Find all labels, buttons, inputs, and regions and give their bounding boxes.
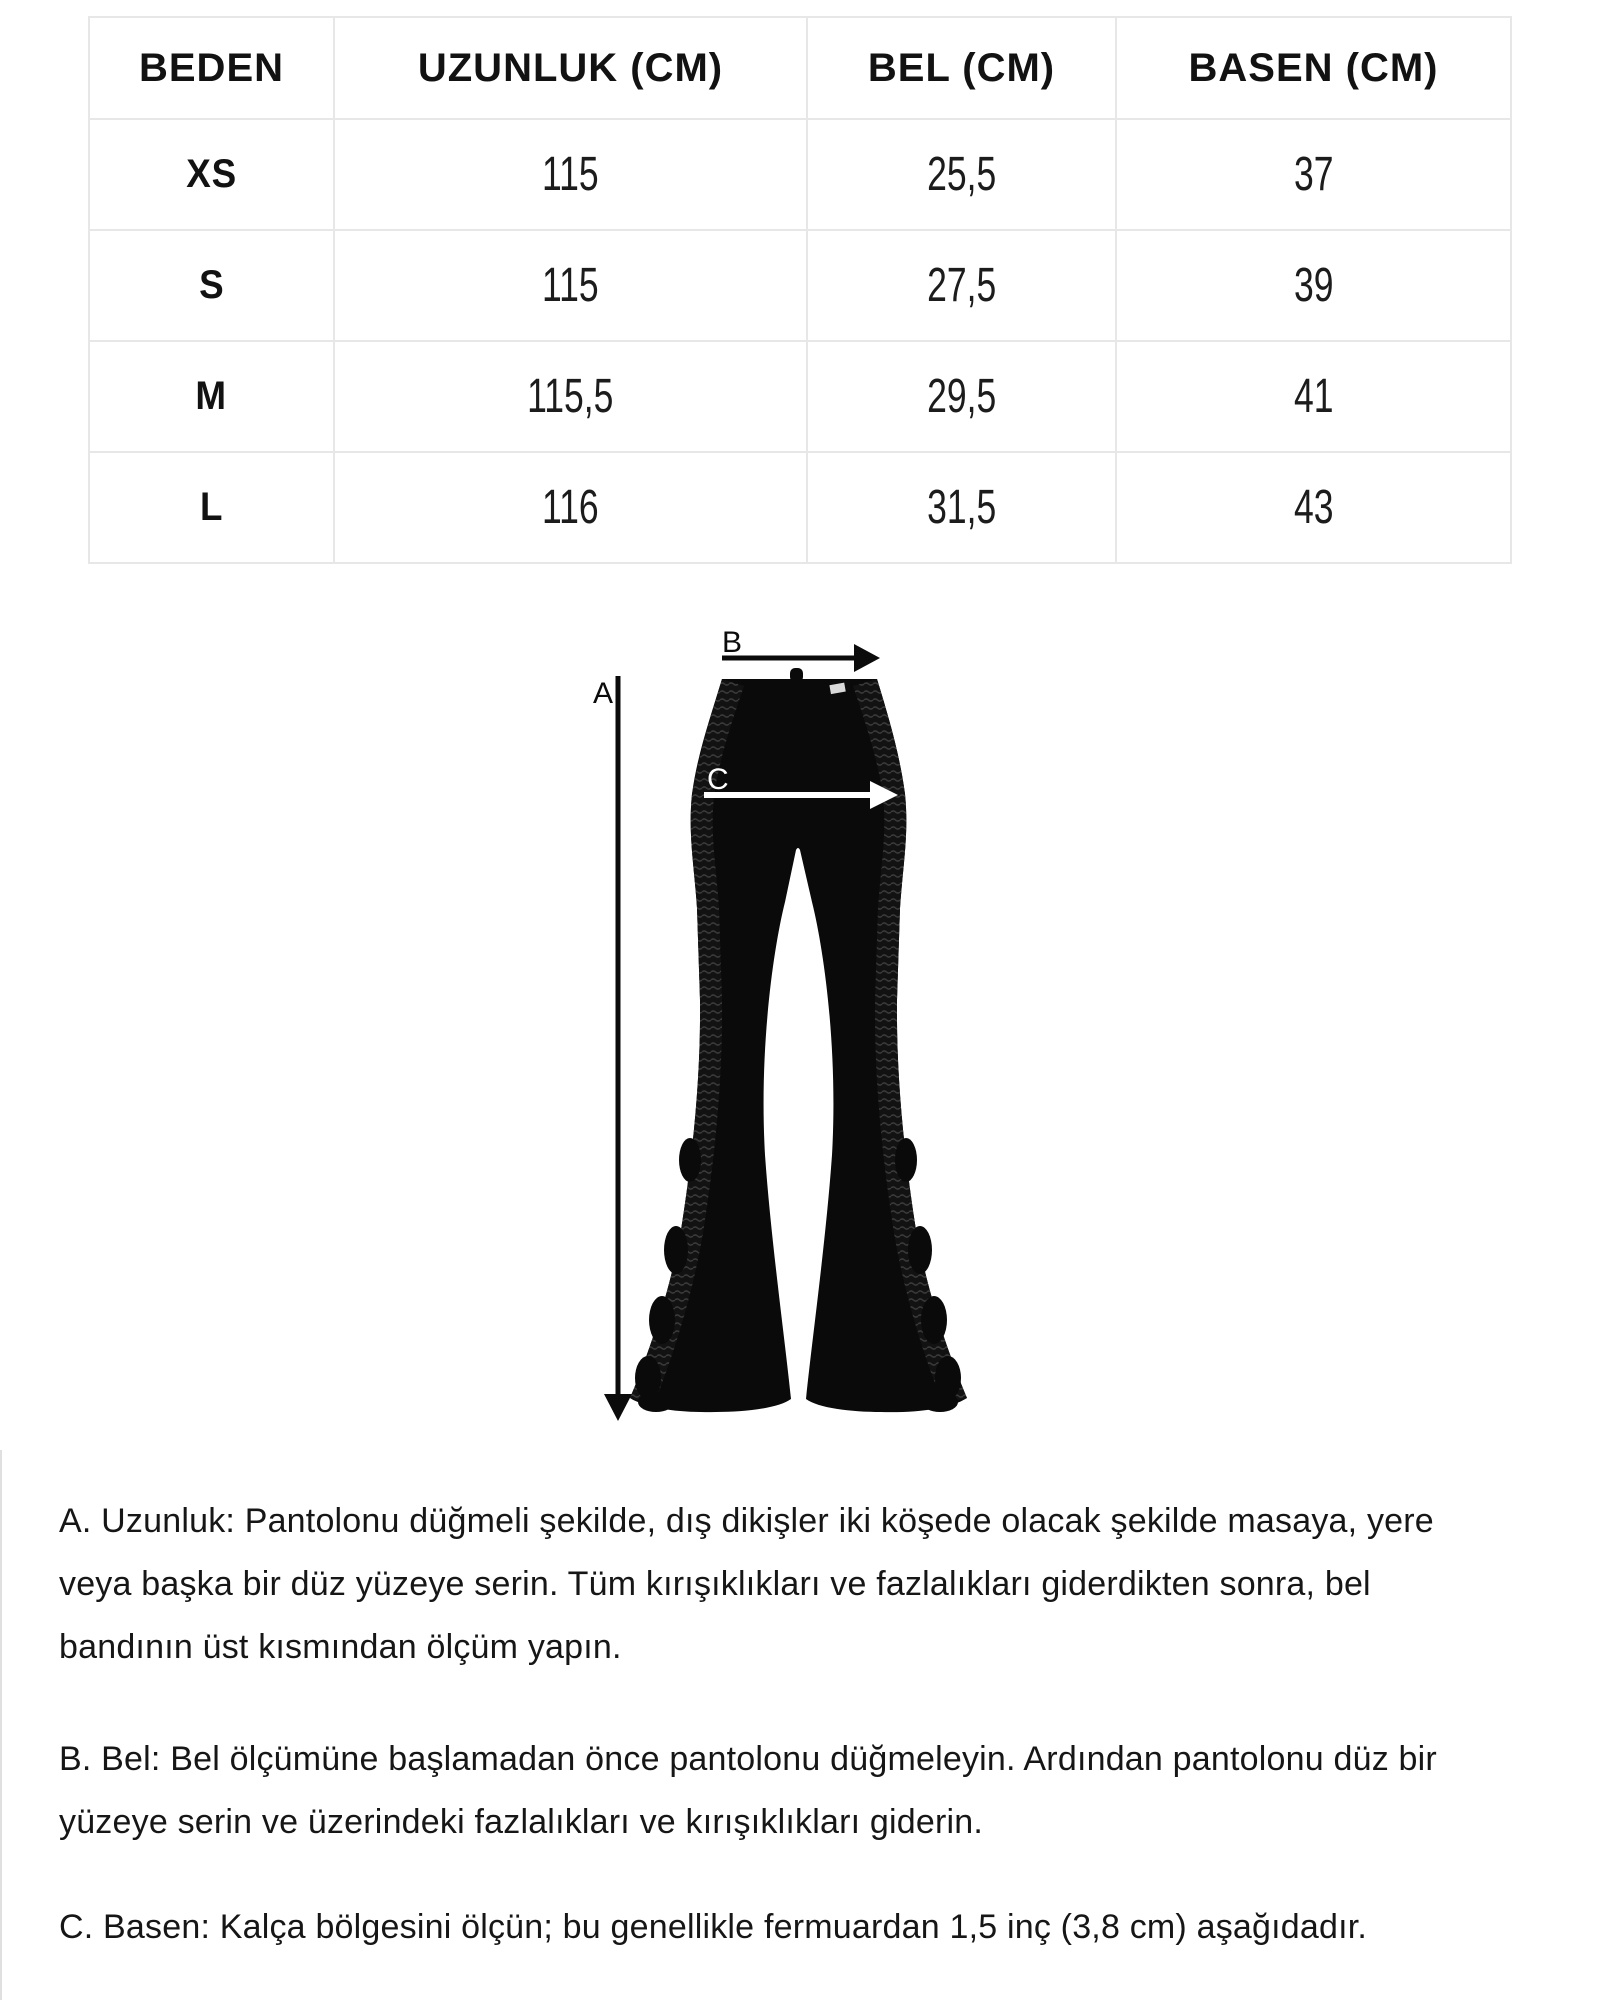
size-label: XS <box>186 152 237 196</box>
hip-value: 41 <box>1293 370 1334 423</box>
table-header-row <box>89 17 1511 119</box>
note-line: B. Bel: Bel ölçümüne başlamadan önce pantolonu düğmeleyin. Ardından pantolonu düz bir <box>59 1740 1437 1778</box>
header-uzunluk: UZUNLUK (CM) <box>334 17 807 119</box>
note-line: bandının üst kısmından ölçüm yapın. <box>59 1628 622 1666</box>
arrow-down-icon <box>604 1394 632 1421</box>
waist-value: 27,5 <box>926 259 997 312</box>
waistband-button <box>790 668 803 682</box>
label-c: C <box>707 763 729 796</box>
waist-value: 29,5 <box>926 370 997 423</box>
table-row-s <box>89 230 1511 341</box>
waist-value: 25,5 <box>926 148 997 201</box>
note-a-uzunluk <box>59 1490 1564 1679</box>
table-row-xs <box>89 119 1511 230</box>
label-b: B <box>722 626 743 659</box>
size-label: L <box>199 485 224 529</box>
length-value: 116 <box>542 481 599 534</box>
size-chart-table <box>88 16 1512 564</box>
hip-value: 37 <box>1293 148 1334 201</box>
header-bel: BEL (CM) <box>807 17 1116 119</box>
size-label: S <box>198 263 225 307</box>
header-basen: BASEN (CM) <box>1116 17 1511 119</box>
note-line: C. Basen: Kalça bölgesini ölçün; bu genellikle fermuardan 1,5 inç (3,8 cm) aşağıdadır. <box>59 1908 1368 1946</box>
header-beden: BEDEN <box>89 17 334 119</box>
length-value: 115,5 <box>527 370 614 423</box>
note-line: yüzeye serin ve üzerindeki fazlalıkları ve kırışıklıkları giderin. <box>59 1803 983 1841</box>
note-line: A. Uzunluk: Pantolonu düğmeli şekilde, dış dikişler iki köşede olacak şekilde masaya, yere <box>59 1502 1434 1540</box>
table-row-m <box>89 341 1511 452</box>
page-edge-divider <box>0 1450 2 2000</box>
waist-measure-arrow-b <box>722 626 880 672</box>
label-a: A <box>592 677 613 710</box>
arrow-right-icon <box>854 644 880 672</box>
note-b-bel <box>59 1728 1564 1854</box>
note-line: veya başka bir düz yüzeye serin. Tüm kırışıklıkları ve fazlalıkları giderdikten sonra, bel <box>59 1565 1371 1603</box>
size-label: M <box>195 374 228 418</box>
table-row-l <box>89 452 1511 563</box>
length-value: 115 <box>542 259 599 312</box>
note-c-basen <box>59 1896 1564 1959</box>
hip-value: 39 <box>1293 259 1334 312</box>
pants-measurement-diagram <box>555 590 1025 1465</box>
waist-value: 31,5 <box>926 481 997 534</box>
length-value: 115 <box>542 148 599 201</box>
length-measure-arrow-a <box>593 676 632 1421</box>
hip-value: 43 <box>1293 481 1334 534</box>
